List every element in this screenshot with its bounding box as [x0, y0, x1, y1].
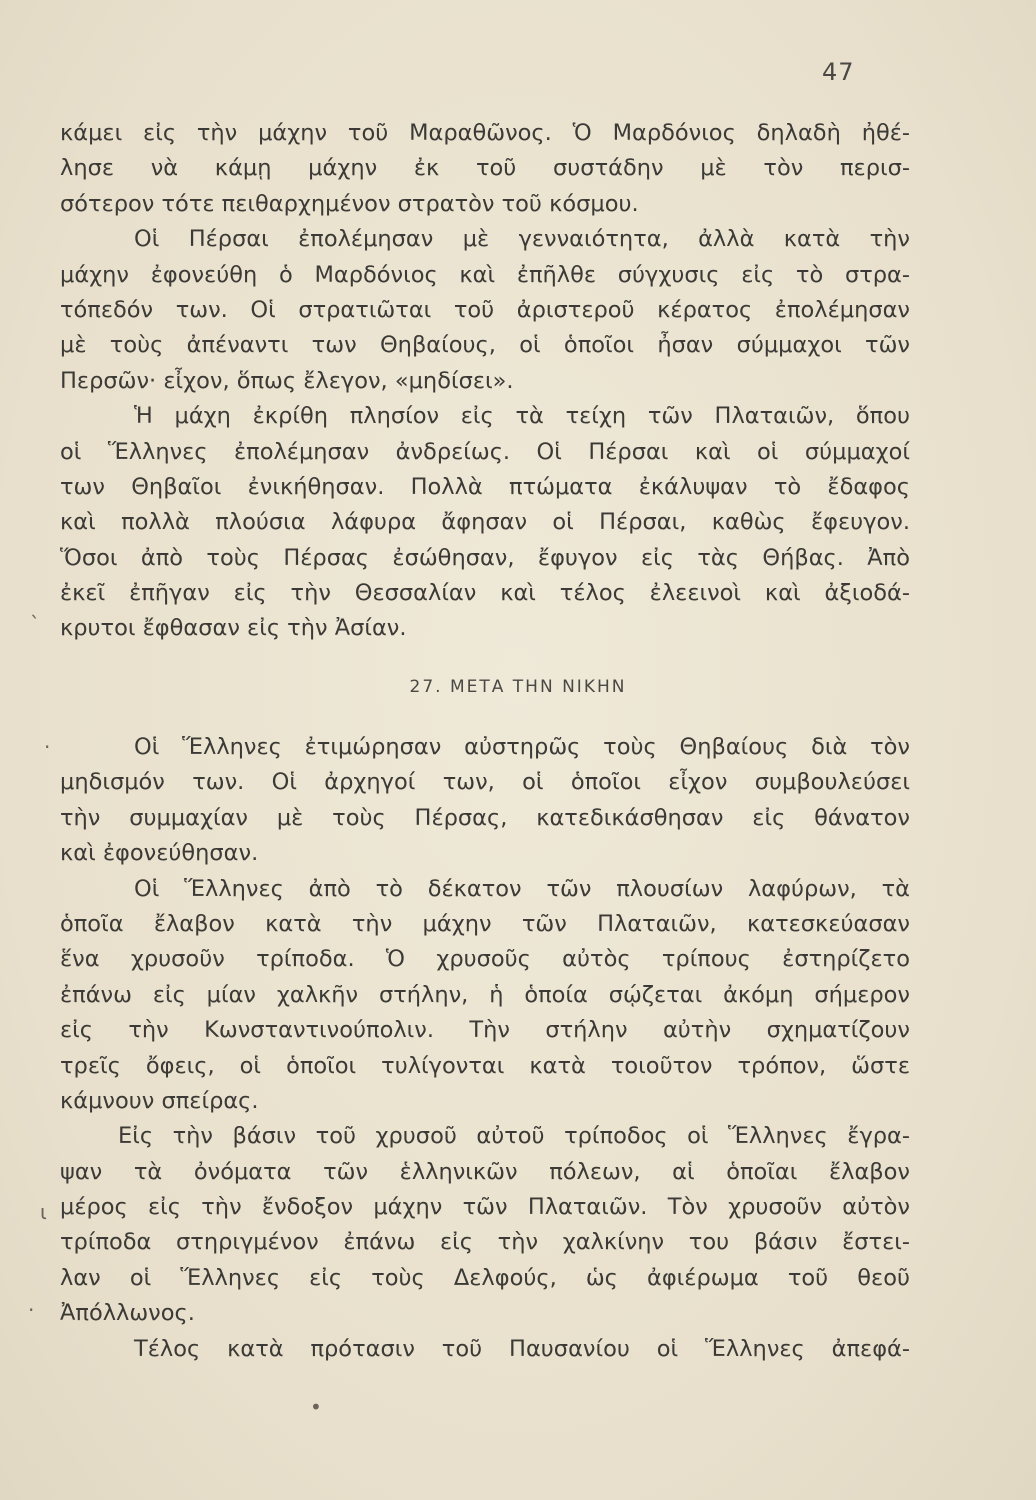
- text-line: Οἱ Ἕλληνες ἀπὸ τὸ δέκατον τῶν πλουσίων λαφύρων, τὰ: [134, 875, 910, 902]
- section-heading: 27. ΜΕΤΑ ΤΗΝ ΝΙΚΗΝ: [409, 677, 627, 697]
- text-line: μέρος εἰς τὴν ἔνδοξον μάχην τῶν Πλαταιῶν. Τὸν χρυσοῦν αὐτὸν: [60, 1194, 910, 1221]
- text-line: τόπεδόν των. Οἱ στρατιῶται τοῦ ἀριστεροῦ κέρατος ἐπολέμησαν: [60, 296, 910, 323]
- text-line: των Θηβαῖοι ἐνικήθησαν. Πολλὰ πτώματα ἐκάλυψαν τὸ ἔδαφος: [60, 473, 910, 500]
- margin-speck: •: [310, 1395, 322, 1419]
- margin-speck: ·: [28, 1298, 35, 1322]
- text-line: τὴν συμμαχίαν μὲ τοὺς Πέρσας, κατεδικάσθησαν εἰς θάνατον: [60, 804, 910, 831]
- text-line: ψαν τὰ ὀνόματα τῶν ἑλληνικῶν πόλεων, αἱ ὁποῖαι ἔλαβον: [60, 1158, 910, 1185]
- text-line: Ἀπόλλωνος.: [60, 1300, 195, 1327]
- text-line: Οἱ Πέρσαι ἐπολέμησαν μὲ γενναιότητα, ἀλλὰ κατὰ τὴν: [134, 226, 910, 253]
- text-line: Οἱ Ἕλληνες ἐτιμώρησαν αὐστηρῶς τοὺς Θηβαίους διὰ τὸν: [134, 734, 910, 760]
- text-line: ἐκεῖ ἐπῆγαν εἰς τὴν Θεσσαλίαν καὶ τέλος ἐλεεινοὶ καὶ ἀξιοδά-: [60, 580, 910, 607]
- text-line: Ὅσοι ἀπὸ τοὺς Πέρσας ἐσώθησαν, ἔφυγον εἰς τὰς Θήβας. Ἀπὸ: [60, 544, 910, 571]
- text-line: λησε νὰ κάμῃ μάχην ἐκ τοῦ συστάδην μὲ τὸν περισ-: [60, 155, 910, 182]
- text-line: Περσῶν· εἶχον, ὅπως ἔλεγον, «μηδίσει».: [60, 367, 514, 394]
- text-line: μάχην ἐφονεύθη ὁ Μαρδόνιος καὶ ἐπῆλθε σύγχυσις εἰς τὸ στρα-: [60, 261, 910, 288]
- body-text-section-1: [60, 116, 910, 647]
- text-line: ἐπάνω εἰς μίαν χαλκῆν στήλην, ἡ ὁποία σῴζεται ἀκόμη σήμερον: [60, 981, 910, 1008]
- text-line: μηδισμόν των. Οἱ ἀρχηγοί των, οἱ ὁποῖοι εἶχον συμβουλεύσει: [60, 769, 910, 796]
- text-line: καὶ πολλὰ πλούσια λάφυρα ἄφησαν οἱ Πέρσαι, καθὼς ἔφευγον.: [60, 509, 910, 536]
- text-line: κάμει εἰς τὴν μάχην τοῦ Μαραθῶνος. Ὁ Μαρδόνιος δηλαδὴ ἠθέ-: [60, 120, 910, 146]
- text-line: καὶ ἐφονεύθησαν.: [60, 840, 259, 867]
- margin-speck: ·: [44, 735, 51, 759]
- text-line: Ἡ μάχη ἐκρίθη πλησίον εἰς τὰ τείχη τῶν Πλαταιῶν, ὅπου: [134, 403, 910, 430]
- text-line: κρυτοι ἔφθασαν εἰς τὴν Ἀσίαν.: [60, 615, 407, 642]
- text-line: ὁποῖα ἔλαβον κατὰ τὴν μάχην τῶν Πλαταιῶν, κατεσκεύασαν: [60, 910, 910, 937]
- body-text-section-2: [60, 730, 910, 1367]
- text-line: οἱ Ἕλληνες ἐπολέμησαν ἀνδρείως. Οἱ Πέρσαι καὶ οἱ σύμμαχοί: [60, 438, 910, 465]
- text-line: εἰς τὴν Κωνσταντινούπολιν. Τὴν στήλην αὐτὴν σχηματίζουν: [60, 1017, 910, 1044]
- text-line: Εἰς τὴν βάσιν τοῦ χρυσοῦ αὐτοῦ τρίποδος οἱ Ἕλληνες ἔγρα-: [118, 1123, 910, 1150]
- text-line: τρεῖς ὄφεις, οἱ ὁποῖοι τυλίγονται κατὰ τοιοῦτον τρόπον, ὥστε: [60, 1052, 910, 1079]
- margin-speck: ˋ: [30, 612, 40, 636]
- margin-speck: ι: [40, 1200, 47, 1224]
- text-line: ἕνα χρυσοῦν τρίποδα. Ὁ χρυσοῦς αὐτὸς τρίπους ἐστηρίζετο: [60, 946, 910, 973]
- text-line: Τέλος κατὰ πρότασιν τοῦ Παυσανίου οἱ Ἕλληνες ἀπεφά-: [134, 1335, 910, 1362]
- text-line: κάμνουν σπείρας.: [60, 1087, 259, 1114]
- text-line: τρίποδα στηριγμένον ἐπάνω εἰς τὴν χαλκίνην του βάσιν ἔστει-: [60, 1229, 910, 1256]
- page-number: 47: [822, 58, 855, 86]
- text-line: μὲ τοὺς ἀπέναντι των Θηβαίους, οἱ ὁποῖοι ἦσαν σύμμαχοι τῶν: [60, 332, 910, 359]
- text-line: σότερον τότε πειθαρχημένον στρατὸν τοῦ κόσμου.: [60, 190, 639, 217]
- text-line: λαν οἱ Ἕλληνες εἰς τοὺς Δελφούς, ὡς ἀφιέρωμα τοῦ θεοῦ: [60, 1264, 910, 1291]
